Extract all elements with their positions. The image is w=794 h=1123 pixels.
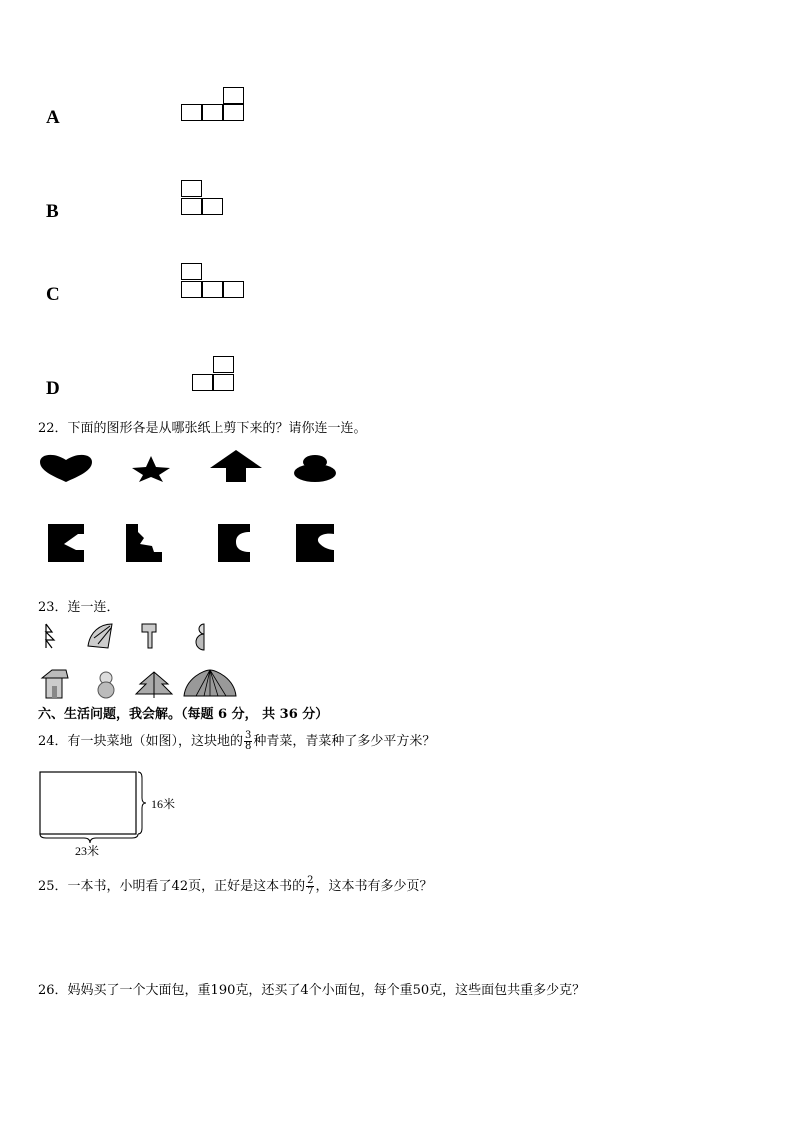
option-c-label: C — [46, 284, 60, 305]
option-d-label: D — [46, 378, 60, 399]
star-shape — [132, 456, 170, 482]
question-25: 25．一本书，小明看了42页，正好是这本书的 $\frac{2}{7}$ ，这本书有多少页？ — [38, 875, 433, 897]
heart-shape — [40, 455, 92, 482]
fraction-2-7: $\frac{2}{7}$ — [307, 875, 314, 897]
snowman-half — [196, 624, 204, 650]
umbrella-half — [88, 624, 112, 648]
width-label: 23米 — [75, 844, 100, 858]
umbrella-whole — [184, 670, 236, 696]
snowman-whole — [98, 672, 114, 698]
q23-halves-row — [36, 618, 216, 652]
q23-wholes-row — [38, 668, 238, 700]
question-26: 26．妈妈买了一个大面包，重190克，还买了4个小面包，每个重50克，这些面包共重多少克？ — [38, 983, 586, 998]
house-half — [142, 624, 156, 648]
right-brace — [138, 772, 146, 834]
snowman-shape — [294, 455, 336, 482]
plot-rectangle — [40, 772, 136, 834]
paper-3 — [218, 524, 250, 562]
paper-1 — [48, 524, 84, 562]
paper-2 — [126, 524, 162, 562]
fraction-3-8: $\frac{3}{8}$ — [245, 730, 252, 752]
house-whole — [42, 670, 68, 698]
question-23: 23．连一连． — [38, 600, 120, 615]
tree-half — [46, 624, 54, 648]
option-c-figure — [181, 263, 251, 301]
paper-4 — [296, 524, 334, 562]
vegetable-plot-diagram — [38, 770, 150, 836]
arrow-shape — [210, 450, 262, 482]
option-d-figure — [192, 356, 242, 394]
option-a-figure — [181, 87, 251, 125]
q22-shapes-top — [36, 448, 346, 488]
option-b-figure — [181, 180, 231, 218]
question-22: 22．下面的图形各是从哪张纸上剪下来的？请你连一连。 — [38, 421, 367, 436]
question-24: 24．有一块菜地（如图），这块地的 $\frac{3}{8}$ 种青菜，青菜种了多少平方米？ — [38, 730, 436, 752]
option-a-label: A — [46, 107, 60, 128]
option-b-label: B — [46, 201, 59, 222]
section-6-title: 六、生活问题，我会解。（每题 6 分， 共 36 分） — [38, 707, 329, 722]
height-label: 16米 — [151, 797, 176, 811]
q22-shapes-bottom — [44, 520, 344, 566]
tree-whole — [136, 672, 172, 698]
